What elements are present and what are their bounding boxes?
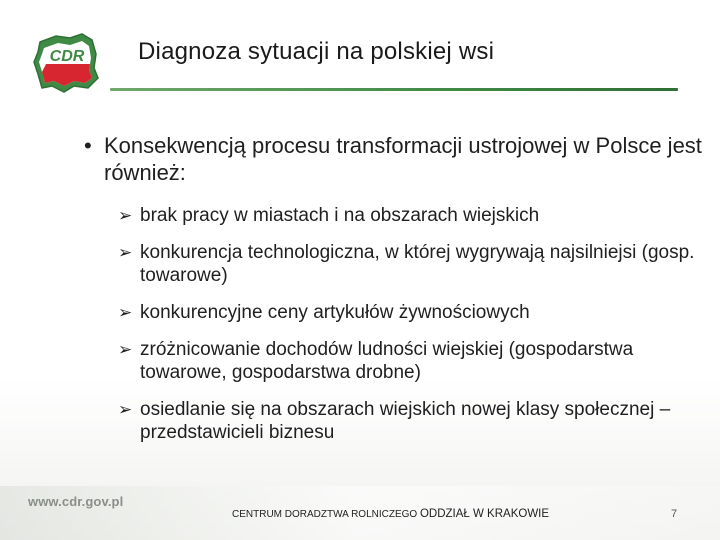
arrow-bullet-icon: ➢ bbox=[118, 243, 133, 262]
arrow-bullet-icon: ➢ bbox=[118, 400, 133, 419]
footer-organization bbox=[232, 508, 549, 520]
list-item-text: konkurencja technologiczna, w której wygrywają najsilniejsi (gosp. towarowe) bbox=[140, 242, 695, 286]
list-item bbox=[118, 338, 698, 384]
title-underline bbox=[110, 88, 678, 91]
list-item bbox=[118, 398, 698, 444]
list-item-text: osiedlanie się na obszarach wiejskich nowej klasy społecznej – przedstawicieli biznesu bbox=[140, 399, 671, 443]
main-bullet bbox=[84, 132, 704, 186]
page-number: 7 bbox=[671, 508, 678, 520]
footer-url: www.cdr.gov.pl bbox=[28, 494, 124, 509]
list-item bbox=[118, 241, 698, 287]
list-item-text: konkurencyjne ceny artykułów żywnościowych bbox=[140, 302, 530, 323]
cdr-logo bbox=[30, 28, 102, 96]
list-item bbox=[118, 301, 698, 324]
arrow-bullet-icon: ➢ bbox=[118, 206, 133, 225]
arrow-bullet-icon: ➢ bbox=[118, 303, 133, 322]
footer-branch-name: ODDZIAŁ W KRAKOWIE bbox=[419, 508, 550, 520]
slide-title: Diagnoza sytuacji na polskiej wsi bbox=[138, 38, 495, 65]
list-item bbox=[118, 204, 698, 227]
bullet-dot-icon: • bbox=[84, 133, 92, 158]
list-item-text: zróżnicowanie dochodów ludności wiejskiej (gospodarstwa towarowe, gospodarstwa drobne) bbox=[140, 339, 634, 383]
footer-org-name: CENTRUM DORADZTWA ROLNICZEGO bbox=[232, 509, 418, 520]
arrow-bullet-icon: ➢ bbox=[118, 340, 133, 359]
logo-text: CDR bbox=[49, 48, 85, 65]
main-bullet-text: Konsekwencją procesu transformacji ustrojowej w Polsce jest również: bbox=[104, 133, 702, 185]
list-item-text: brak pracy w miastach i na obszarach wiejskich bbox=[140, 205, 540, 226]
sub-bullet-list bbox=[118, 204, 698, 458]
